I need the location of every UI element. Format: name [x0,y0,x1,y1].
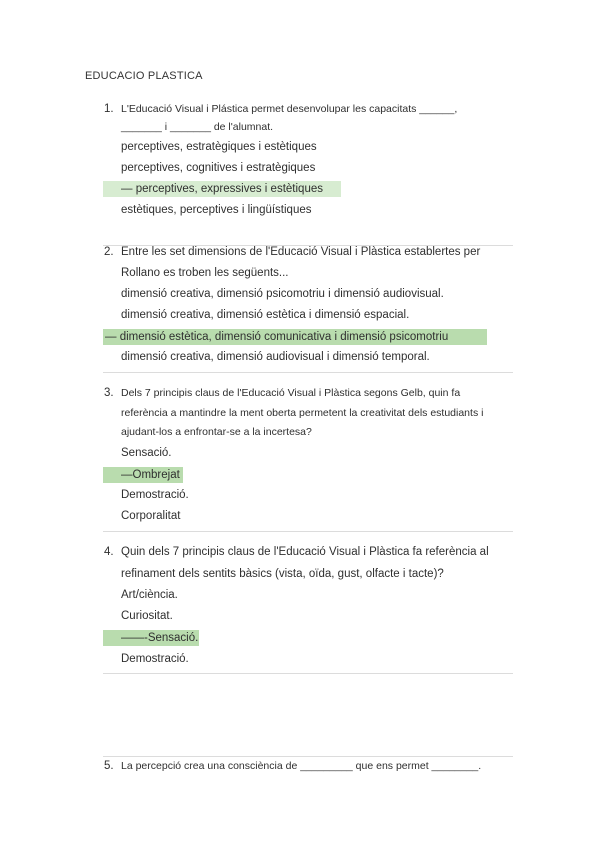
question-separator [103,756,513,757]
answer-option[interactable]: dimensió creativa, dimensió estètica i dimensió espacial. [121,309,410,321]
question-text-line: L'Educació Visual i Plástica permet desenvolupar les capacitats ______, [121,103,458,115]
answer-option[interactable]: perceptives, estratègiques i estètiques [121,141,317,153]
question-text-line: Entre les set dimensions de l'Educació Visual i Plàstica establertes per [121,246,481,258]
question-separator [103,372,513,373]
answer-option-highlighted[interactable]: ——-Sensació. [103,630,199,646]
question-text-line: Dels 7 principis claus de l'Educació Visual i Plàstica segons Gelb, quin fa [121,387,461,399]
question-separator [103,531,513,532]
answer-option[interactable]: estètiques, perceptives i lingüístiques [121,204,312,216]
answer-option[interactable]: Demostració. [121,489,189,501]
question-number: 4. [104,546,114,558]
question-number: 5. [104,760,114,772]
answer-option[interactable]: Art/ciència. [121,589,178,601]
answer-option[interactable]: dimensió creativa, dimensió psicomotriu i dimensió audiovisual. [121,288,444,300]
question-text-line: Quin dels 7 principis claus de l'Educació Visual i Plàstica fa referència al [121,546,489,558]
answer-option-highlighted[interactable]: — dimensió estètica, dimensió comunicativa i dimensió psicomotriu [103,329,487,345]
answer-option[interactable]: Corporalitat [121,510,181,522]
answer-option[interactable]: dimensió creativa, dimensió audiovisual i dimensió temporal. [121,351,430,363]
question-separator [103,673,513,674]
answer-option[interactable]: Curiositat. [121,610,173,622]
question-text-line: Rollano es troben les següents... [121,267,289,279]
question-number: 3. [104,387,114,399]
document-title: EDUCACIO PLASTICA [85,70,203,82]
answer-option[interactable]: perceptives, cognitives i estratègiques [121,162,316,174]
question-number: 1. [104,103,114,115]
question-text-line: referència a mantindre la ment oberta permetent la creativitat dels estudiants i [121,407,484,419]
question-number: 2. [104,246,114,258]
question-text-line: refinament dels sentits bàsics (vista, oïda, gust, olfacte i tacte)? [121,568,444,580]
question-text-line: _______ i _______ de l'alumnat. [121,121,274,133]
answer-option-highlighted[interactable]: — perceptives, expressives i estètiques [103,181,341,197]
answer-option[interactable]: Demostració. [121,653,189,665]
question-text-line: ajudant-los a enfrontar-se a la incertesa? [121,426,312,438]
answer-option[interactable]: Sensació. [121,447,172,459]
answer-option-highlighted[interactable]: —Ombrejat [103,467,183,483]
question-text-line: La percepció crea una consciència de _________ que ens permet ________. [121,760,482,772]
